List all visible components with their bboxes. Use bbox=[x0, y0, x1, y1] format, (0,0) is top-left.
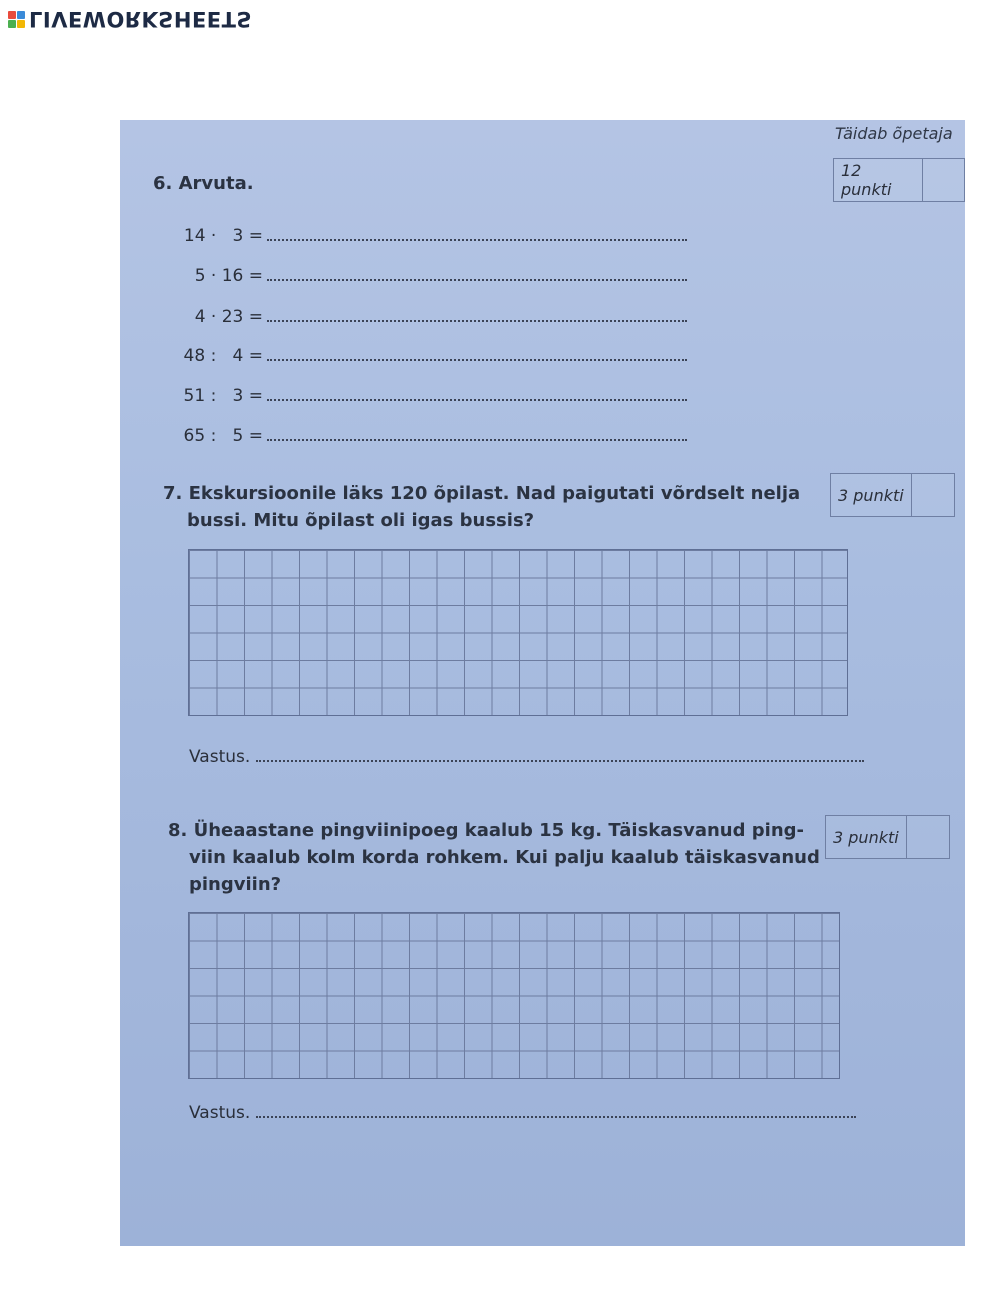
task8-answer bbox=[189, 1103, 856, 1123]
equation-expression: 48 : 4 = bbox=[183, 346, 263, 366]
task8-score-cell[interactable] bbox=[907, 816, 949, 858]
logo-square bbox=[8, 11, 16, 19]
task8-points-box bbox=[825, 815, 950, 859]
task8-answer-line[interactable] bbox=[256, 1106, 856, 1118]
task8-squared-work-area[interactable] bbox=[188, 912, 840, 1079]
equation-expression: 5 · 16 = bbox=[194, 266, 263, 286]
task6-equation-2 bbox=[175, 266, 687, 286]
liveworksheets-logo bbox=[8, 8, 252, 30]
answer-dotted-line[interactable] bbox=[267, 429, 687, 441]
teacher-label: Täidab õpetaja bbox=[835, 124, 953, 143]
task8-question bbox=[168, 817, 820, 898]
answer-dotted-line[interactable] bbox=[267, 389, 687, 401]
task8-points-label: 3 punkti bbox=[826, 816, 907, 858]
task6-title: 6. Arvuta. bbox=[153, 173, 254, 194]
logo-square bbox=[8, 20, 16, 28]
logo-squares-icon bbox=[8, 11, 25, 28]
task8-question-line-1: 8. Üheaastane pingviinipoeg kaalub 15 kg. Täiskasvanud ping- bbox=[168, 820, 804, 841]
task7-answer-label: Vastus. bbox=[189, 747, 251, 767]
task6-points-label: 12 punkti bbox=[834, 159, 923, 201]
task7-question-line-2: bussi. Mitu õpilast oli igas bussis? bbox=[187, 510, 535, 531]
task7-squared-work-area[interactable] bbox=[188, 549, 848, 716]
worksheet-page bbox=[120, 120, 965, 1246]
task7-question-line-1: 7. Ekskursioonile läks 120 õpilast. Nad paigutati võrdselt nelja bbox=[163, 483, 801, 504]
equation-expression: 51 : 3 = bbox=[183, 386, 263, 406]
logo-square bbox=[17, 11, 25, 19]
task6-equation-5 bbox=[175, 386, 687, 406]
task7-question bbox=[163, 480, 800, 534]
task8-question-line-2: viin kaalub kolm korda rohkem. Kui palju kaalub täiskasvanud bbox=[189, 847, 820, 868]
logo-square bbox=[17, 20, 25, 28]
task6-equation-1 bbox=[175, 226, 687, 246]
task6-score-cell[interactable] bbox=[923, 159, 964, 201]
equation-expression: 65 : 5 = bbox=[183, 426, 263, 446]
answer-dotted-line[interactable] bbox=[267, 349, 687, 361]
equation-expression: 4 · 23 = bbox=[194, 307, 263, 327]
equation-expression: 14 · 3 = bbox=[183, 226, 263, 246]
task6-equation-6 bbox=[175, 426, 687, 446]
task7-answer bbox=[189, 747, 864, 767]
task7-score-cell[interactable] bbox=[912, 474, 954, 516]
task7-points-box bbox=[830, 473, 955, 517]
logo-text: LIVEWORKSHEETS bbox=[29, 7, 253, 31]
answer-dotted-line[interactable] bbox=[267, 310, 687, 322]
task8-answer-label: Vastus. bbox=[189, 1103, 251, 1123]
task7-points-label: 3 punkti bbox=[831, 474, 912, 516]
task8-question-line-3: pingviin? bbox=[189, 874, 282, 895]
answer-dotted-line[interactable] bbox=[267, 269, 687, 281]
task7-answer-line[interactable] bbox=[256, 750, 864, 762]
task6-equation-4 bbox=[175, 346, 687, 366]
answer-dotted-line[interactable] bbox=[267, 229, 687, 241]
task6-points-box bbox=[833, 158, 965, 202]
task6-equation-3 bbox=[175, 307, 687, 327]
